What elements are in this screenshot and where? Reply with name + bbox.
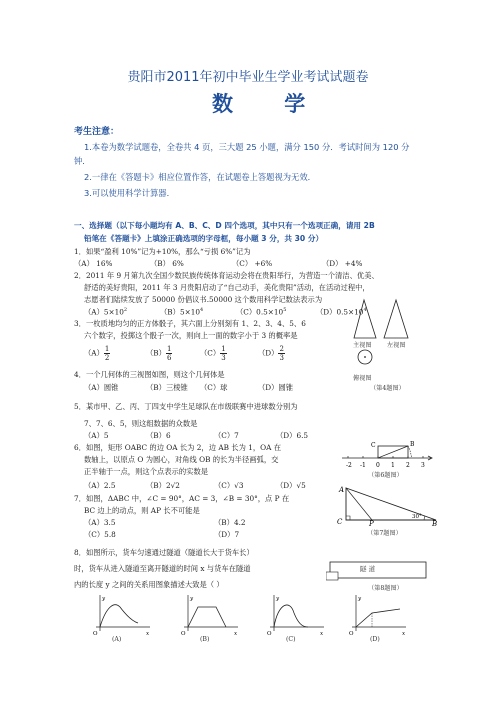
left-view-triangle — [384, 300, 408, 338]
truck — [326, 572, 338, 580]
q7-option-d: （D）7 — [214, 530, 240, 539]
q8-graph-d — [344, 593, 410, 637]
angle-label: 30° — [412, 514, 422, 520]
q6-option-a: （A）2.5 — [84, 481, 116, 490]
q5-line2: 7、7、6、5，则这组数据的众数是 — [84, 419, 198, 428]
tick-label: 3 — [421, 462, 425, 469]
q8-line2: 时，货车从进入隧道至离开隧道的时间 x 与货车在隧道 — [74, 564, 251, 573]
q4-option-a: （A）圆锥 — [84, 383, 119, 392]
q7-option-c: （C）5.8 — [84, 530, 116, 539]
svg-text:x: x — [402, 631, 406, 637]
q5-option-d: （D）6.5 — [276, 431, 309, 440]
tick-label: -1 — [360, 462, 366, 469]
q2-option-b: $(B)5\times 10^4$ — [160, 307, 204, 317]
tunnel-rect — [330, 562, 426, 578]
svg-text:y: y — [276, 596, 280, 602]
q1-option-b: （B） 6% — [150, 259, 184, 268]
tick-label: 1 — [391, 462, 395, 469]
q3-option-d: （D） $\frac{2}{3}$ — [258, 345, 284, 362]
q4-label-left: 左视图 — [387, 342, 406, 349]
top-view-center-dot — [364, 356, 366, 358]
q7-triangle-figure — [334, 484, 440, 526]
q6-option-d: （D）√5 — [276, 481, 306, 490]
graph-c-curve — [274, 605, 308, 627]
graph-a-curve — [100, 605, 138, 627]
q6-option-b: （B）2√2 — [146, 481, 180, 490]
q5-option-a: （A）5 — [84, 431, 109, 440]
q6-line2: 数轴上，以原点 O 为圆心，对角线 OB 的长为半径画弧，交 — [84, 455, 279, 464]
point-label-c: C — [337, 518, 343, 526]
q6-caption: （第6题图） — [368, 472, 403, 479]
q3-line1: 3．一枚质地均匀的正方体骰子，其六面上分别刻有 1、2、3、4、5、6 — [74, 319, 306, 328]
q4-label-top: 俯视图 — [353, 375, 372, 382]
q4-caption: （第4题图） — [370, 385, 405, 392]
q1-option-c: （C） +6% — [232, 259, 273, 268]
q5-line1: 5．某市甲、乙、丙、丁四支中学生足球队在市级联赛中进球数分别为 — [74, 402, 298, 411]
q4-option-d: （D）圆锥 — [258, 383, 294, 392]
exam-title: 贵阳市2011年初中毕业生学业考试试题卷 — [127, 70, 369, 85]
svg-text:O: O — [267, 631, 272, 637]
point-label-b: B — [410, 441, 415, 448]
q2-option-d: $(D)0.5\times 10^4$ — [316, 307, 367, 317]
q4-option-b: （B）三棱锥 — [146, 383, 188, 392]
q8-graph-b-label: (B) — [200, 636, 210, 643]
q7-option-b: （B）4.2 — [214, 518, 246, 527]
notice-item-1: 1.本卷为数学试题卷，全卷共 4 页，三大题 25 小题，满分 150 分．考试时间为 120 分 — [84, 142, 410, 152]
q3-line2: 六个数字，投掷这个骰子一次，则向上一面的数字小于 3 的概率是 — [84, 331, 298, 340]
q2-line2: 舒适的美好贵阳，2011 年 3 月贵阳启动了“自己动手，美化贵阳”活动，在活动过程中， — [84, 283, 370, 292]
point-label-p: P — [369, 520, 374, 526]
q4-option-c: （C）球 — [200, 383, 228, 392]
tick-label: 0 — [376, 462, 380, 469]
q8-graph-c — [262, 593, 328, 637]
tick-label: -2 — [346, 462, 352, 469]
q7-caption: （第7题图） — [367, 530, 402, 537]
triangle-abc — [346, 488, 436, 520]
front-view-triangle — [354, 300, 376, 338]
q8-graph-a-label: (A) — [112, 636, 122, 643]
q3-option-a: （A） $\frac{1}{2}$ — [84, 345, 110, 362]
q2-option-a: $(A)5\times 10^2$ — [84, 307, 128, 317]
right-angle-mark — [346, 516, 350, 520]
q1-option-d: （D） +4% — [322, 259, 363, 268]
q6-line1: 6．如图，矩形 OABC 的边 OA 长为 2，边 AB 长为 1，OA 在 — [74, 443, 282, 452]
q2-option-c: $(C)0.5\times 10^5$ — [236, 307, 287, 317]
q3-option-b: （B） $\frac{1}{6}$ — [146, 345, 172, 362]
notice-item-1-cont: 钟． — [74, 156, 91, 166]
point-label-a: A — [339, 486, 345, 494]
svg-text:x: x — [146, 631, 150, 637]
q8-caption: （第8题图） — [368, 585, 403, 592]
q5-option-c: （C）7 — [214, 431, 239, 440]
notice-heading: 考生注意： — [74, 127, 120, 137]
q1-option-a: （A） 16% — [74, 259, 113, 268]
q7-option-a: （A）3.5 — [84, 518, 116, 527]
q8-graph-d-label: (D) — [370, 636, 380, 643]
q7-line1: 7．如图，ΔABC 中，∠C = 90°，AC = 3，∠B = 30°，点 P 在 — [74, 494, 290, 503]
svg-text:x: x — [234, 631, 238, 637]
graph-d-line — [356, 609, 400, 627]
svg-text:y: y — [358, 596, 362, 602]
svg-text:O: O — [181, 631, 186, 637]
q6-option-c: （C）√3 — [214, 481, 244, 490]
q4-label-front: 主视图 — [353, 342, 372, 349]
q2-line3: 志愿者们陆续发放了 50000 份倡议书.50000 这个数用科学记数法表示为 — [84, 295, 323, 304]
q3-option-c: （C） $\frac{1}{3}$ — [200, 345, 226, 362]
section1-line1: 一、选择题（以下每小题均有 A、B、C、D 四个选项，其中只有一个选项正确，请用 2B — [74, 221, 375, 230]
q8-line1: 8．如图所示，货车匀速通过隧道（隧道长大于货车长） — [74, 548, 254, 557]
q6-line3: 正半轴于一点，则这个点表示的实数是 — [84, 467, 209, 476]
point-label-c: C — [371, 442, 376, 449]
tick-label: 2 — [406, 462, 410, 469]
tunnel-label: 隧 道 — [360, 565, 376, 573]
q7-line2: BC 边上的动点，则 AP 长不可能是 — [84, 506, 200, 515]
q8-graph-a — [88, 593, 154, 637]
notice-item-2: 2.一律在《答题卡》相应位置作答，在试题卷上答题视为无效． — [84, 172, 316, 182]
notice-item-3: 3.可以使用科学计算器． — [84, 188, 175, 198]
graph-b-line — [188, 607, 226, 627]
q2-line1: 2．2011 年 9 月第九次全国少数民族传统体育运动会将在贵阳举行，为营造一个清洁、优美、 — [74, 271, 379, 280]
q8-graph-b — [176, 593, 242, 637]
q1-stem: 1．如果“盈利 10%”记为+10%，那么“亏损 6%”记为 — [74, 247, 251, 256]
section1-line2: 铅笔在《答题卡》上填涂正确选项的字母框，每小题 3 分，共 30 分） — [84, 234, 324, 243]
svg-text:O: O — [93, 631, 98, 637]
q4-stem: 4．一个几何体的三视图如图，则这个几何体是 — [74, 370, 225, 379]
subject-title: 数 学 — [212, 92, 328, 116]
q8-line3: 内的长度 y 之间的关系用图象描述大致是（ ） — [74, 580, 224, 589]
angle-arc — [424, 516, 425, 520]
svg-text:x: x — [320, 631, 324, 637]
point-label-b: B — [432, 520, 438, 526]
svg-text:y: y — [102, 596, 106, 602]
svg-text:O: O — [349, 631, 354, 637]
svg-text:y: y — [190, 596, 194, 602]
q8-graph-c-label: (C) — [286, 636, 296, 643]
q5-option-b: （B）6 — [146, 431, 171, 440]
